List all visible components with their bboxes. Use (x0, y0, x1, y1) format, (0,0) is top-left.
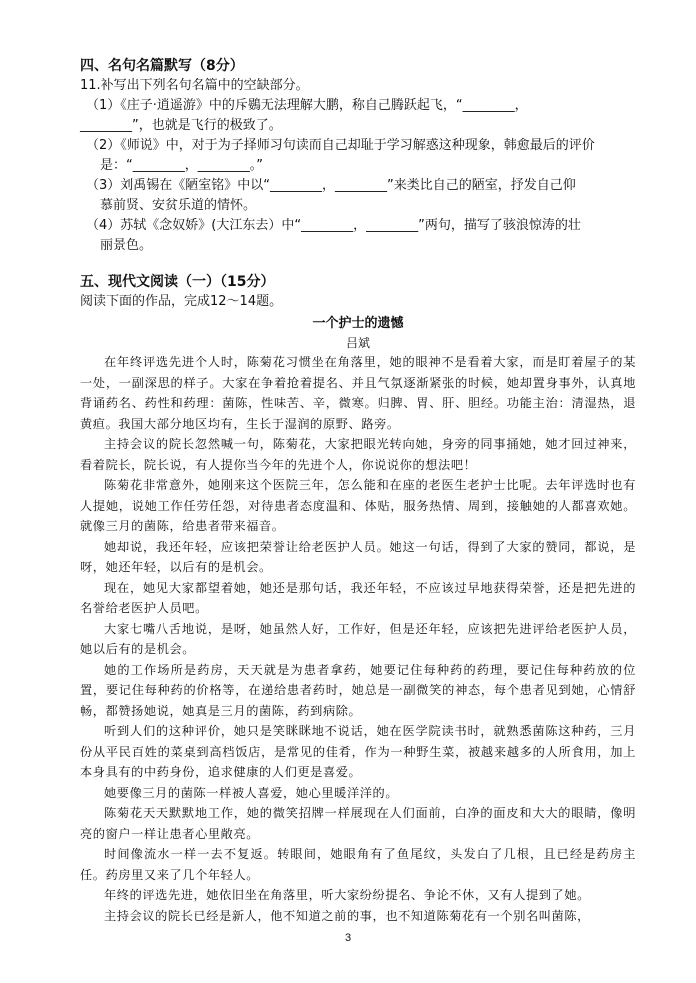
story-paragraph: 年终的评选先进，她依旧坐在角落里，听大家纷纷提名、争论不休，又有人提到了她。 (104, 888, 590, 902)
story-paragraph: 陈菊花非常意外，她刚来这个医院三年，怎么能和在座的老医生老护士比呢。去年评选时也有人提她，说她工作任劳任怨，对待患者态度温和、体贴，服务热情、周到，接触她的人都喜欢她。就像三月的菌陈，给患者带来福音。 (80, 478, 636, 533)
q11-item-3a: （3）刘禹锡在《陋室铭》中以“________，________”来类比自己的陋室，抒发自己仰 (86, 178, 576, 193)
q11-item-4b: 丽景色。 (100, 238, 153, 253)
story-paragraph: 她要像三月的菌陈一样被人喜爱，她心里暖洋洋的。 (104, 785, 399, 800)
story-title: 一个护士的遗憾 (312, 316, 404, 331)
story-paragraph: 她却说，我还年轻，应该把荣誉让给老医护人员。她这一句话，得到了大家的赞同，都说，是呀，她还年轻，以后有的是机会。 (80, 539, 636, 574)
story-paragraph: 现在，她见大家都望着她，她还是那句话，我还年轻，不应该过早地获得荣誉，还是把先进的名誉给老医护人员吧。 (80, 580, 636, 615)
reading-instruction: 阅读下面的作品，完成12～14题。 (80, 294, 283, 309)
q11-item-1a: （1）《庄子·逍遥游》中的斥鷃无法理解大鹏，称自己腾跃起飞，“________， (86, 98, 528, 113)
q11-item-3b: 慕前贤、安贫乐道的情怀。 (100, 198, 257, 213)
story-paragraph: 听到人们的这种评价，她只是笑眯眯地不说话，她在医学院读书时，就熟悉菌陈这种药，三月份从平民百姓的菜桌到高档饭店，是常见的佳肴，作为一种野生菜，被越来越多的人所食用，加上本身具有的中药身份，追求健康的人们更是喜爱。 (80, 724, 636, 779)
q11-prompt: 11.补写出下列名句名篇中的空缺部分。 (80, 78, 309, 93)
section-spacer (80, 256, 636, 272)
story-paragraph: 大家七嘴八舌地说，是呀，她虽然人好，工作好，但是还年轻，应该把先进评给老医护人员，她以后有的是机会。 (80, 621, 636, 656)
page-number: 3 (344, 932, 352, 944)
story-paragraph: 主持会议的院长忽然喊一句，陈菊花，大家把眼光转向她，身旁的同事捅她，她才回过神来，看着院长，院长说，有人提你当今年的先进个人，你说说你的想法吧！ (80, 437, 636, 472)
q11-item-4a: （4）苏轼《念奴娇》(大江东去）中“________，________”两句，描写了骇浪惊涛的壮 (86, 218, 581, 233)
story-paragraph: 陈菊花天天默默地工作，她的微笑招牌一样展现在人们面前，白净的面皮和大大的眼睛，像明亮的窗户一样让患者心里敞亮。 (80, 806, 636, 841)
exam-page (80, 56, 636, 926)
q11-item-2b: 是：“________，________。” (100, 158, 263, 173)
q11-item-2a: （2）《师说》中，对于为子择师习句读而自己却耻于学习解惑这种现象，韩愈最后的评价 (86, 138, 595, 153)
story-paragraph: 在年终评选先进个人时，陈菊花习惯坐在角落里，她的眼神不是看着大家，而是盯着屋子的某一处，一副深思的样子。大家在争着抢着提名、并且气氛逐渐紧张的时候，她却置身事外，认真地背诵药名、药性和药理：菌陈，性味苦、辛，微寒。归脾、胃、肝、胆经。功能主治：清湿热，退黄疸。我国大部分地区均有，生长于湿润的原野、路旁。 (80, 355, 636, 431)
story-paragraph: 她的工作场所是药房，天天就是为患者拿药，她要记住每种药的药理，要记住每种药放的位置，要记住每种药的价格等，在递给患者药时，她总是一副微笑的神态，每个患者见到她，心情舒畅，都赞扬她说，她真是三月的菌陈，药到病除。 (80, 662, 636, 718)
section4-title: 四、名句名篇默写（8分） (80, 58, 244, 74)
story-paragraph: 主持会议的院长已经是新人，他不知道之前的事，也不知道陈菊花有一个别名叫菌陈， (104, 908, 590, 923)
story-paragraph: 时间像流水一样一去不复返。转眼间，她眼角有了鱼尾纹，头发白了几根，且已经是药房主任。药房里又来了几个年轻人。 (80, 847, 636, 882)
story-author: 吕斌 (345, 336, 370, 350)
q11-item-1b: ________”，也就是飞行的极致了。 (80, 118, 282, 133)
section5-title: 五、现代文阅读（一）（15分） (80, 274, 275, 290)
